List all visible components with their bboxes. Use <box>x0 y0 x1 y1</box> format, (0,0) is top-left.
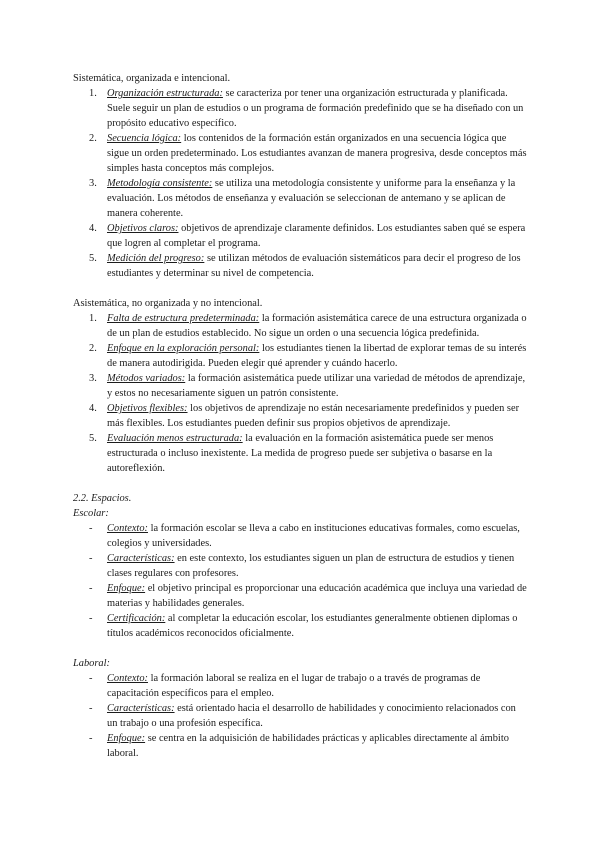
list-item <box>73 176 528 221</box>
dash-bullet: - <box>89 553 93 564</box>
item-term: Contexto: <box>107 673 148 684</box>
item-term: Enfoque en la exploración personal: <box>107 343 260 354</box>
list-item <box>73 671 528 701</box>
list-escolar <box>73 521 528 641</box>
spacer <box>73 476 528 491</box>
item-term: Medición del progreso: <box>107 253 205 264</box>
list-item <box>73 341 528 371</box>
list-item <box>73 401 528 431</box>
item-text: la formación laboral se realiza en el lugar de trabajo o a través de programas de capacitación específicos para el empleo. <box>107 673 481 699</box>
item-term: Organización estructurada: <box>107 88 223 99</box>
item-text: la formación asistemática puede utilizar una variedad de métodos de aprendizaje, y estos no necesariamente siguen un patrón consistente. <box>107 373 526 399</box>
item-term: Certificación: <box>107 613 166 624</box>
item-term: Enfoque: <box>107 583 146 594</box>
document-body <box>73 71 528 761</box>
item-text: al completar la educación escolar, los estudiantes generalmente obtienen diplomas o títulos académicos reconocidos oficialmente. <box>107 613 518 639</box>
spacer <box>73 281 528 296</box>
item-number: 5. <box>89 253 97 264</box>
spacer <box>73 641 528 656</box>
item-text: se centra en la adquisición de habilidades prácticas y aplicables directamente al ámbito laboral. <box>107 733 509 759</box>
item-number: 3. <box>89 178 97 189</box>
item-number: 3. <box>89 373 97 384</box>
item-term: Falta de estructura predeterminada: <box>107 313 260 324</box>
list-item <box>73 551 528 581</box>
item-term: Objetivos flexibles: <box>107 403 188 414</box>
section-title-asistematica: Asistemática, no organizada y no intencional. <box>73 298 263 309</box>
list-item <box>73 701 528 731</box>
item-text: la formación escolar se lleva a cabo en instituciones educativas formales, como escuelas, colegios y universidades. <box>107 523 520 549</box>
item-text: en este contexto, los estudiantes siguen un plan de estructura de estudios y tienen clases regulares con profesores. <box>107 553 515 579</box>
dash-bullet: - <box>89 673 93 684</box>
item-text: los estudiantes tienen la libertad de explorar temas de su interés de manera autodirigida. Pueden elegir qué aprender y cuándo hacerlo. <box>107 343 527 369</box>
list-item <box>73 581 528 611</box>
dash-bullet: - <box>89 703 93 714</box>
item-text: se caracteriza por tener una organización estructurada y planificada. Suele seguir un plan de estudios o un programa de formación predefinido que se ha diseñado con un propósito educativo específico. <box>107 88 524 129</box>
item-number: 2. <box>89 343 97 354</box>
list-item <box>73 431 528 476</box>
list-item <box>73 131 528 176</box>
item-term: Objetivos claros: <box>107 223 179 234</box>
item-term: Enfoque: <box>107 733 146 744</box>
section-heading-espacios: 2.2. Espacios. <box>73 493 132 504</box>
list-item <box>73 731 528 761</box>
item-text: se utiliza una metodología consistente y uniforme para la enseñanza y la evaluación. Los métodos de enseñanza y evaluación se seleccionan de antemano y se aplican de manera coherente. <box>107 178 516 219</box>
item-number: 1. <box>89 313 97 324</box>
subheading-laboral: Laboral: <box>73 658 110 669</box>
item-text: los objetivos de aprendizaje no están necesariamente predefinidos y pueden ser más flexibles. Los estudiantes pueden definir sus propios objetivos de aprendizaje. <box>107 403 520 429</box>
item-number: 2. <box>89 133 97 144</box>
section-title-sistematica: Sistemática, organizada e intencional. <box>73 73 231 84</box>
list-item <box>73 371 528 401</box>
list-item <box>73 611 528 641</box>
item-term: Secuencia lógica: <box>107 133 182 144</box>
item-term: Características: <box>107 553 175 564</box>
item-term: Contexto: <box>107 523 148 534</box>
list-sistematica <box>73 86 528 281</box>
subheading-escolar: Escolar: <box>73 508 109 519</box>
list-item <box>73 221 528 251</box>
item-number: 5. <box>89 433 97 444</box>
item-term: Metodología consistente: <box>107 178 213 189</box>
item-term: Características: <box>107 703 175 714</box>
item-text: los contenidos de la formación están organizados en una secuencia lógica que sigue un orden predeterminado. Los estudiantes avanzan de manera progresiva, desde conceptos más simples hasta conceptos más complejos. <box>107 133 527 174</box>
dash-bullet: - <box>89 523 93 534</box>
dash-bullet: - <box>89 583 93 594</box>
item-text: se utilizan métodos de evaluación sistemáticos para decir el progreso de los estudiantes y determinar su nivel de competencia. <box>107 253 521 279</box>
dash-bullet: - <box>89 613 93 624</box>
item-text: la evaluación en la formación asistemática puede ser menos estructurada o incluso inexistente. La medida de progreso puede ser subjetiva o basarse en la autoreflexión. <box>107 433 494 474</box>
list-item <box>73 311 528 341</box>
list-asistematica <box>73 311 528 476</box>
list-item <box>73 521 528 551</box>
item-number: 1. <box>89 88 97 99</box>
item-text: el objetivo principal es proporcionar una educación académica que incluya una variedad de materias y habilidades generales. <box>107 583 527 609</box>
item-number: 4. <box>89 403 97 414</box>
list-item <box>73 251 528 281</box>
item-term: Evaluación menos estructurada: <box>107 433 243 444</box>
item-number: 4. <box>89 223 97 234</box>
list-laboral <box>73 671 528 761</box>
item-text: está orientado hacia el desarrollo de habilidades y conocimiento relacionados con un trabajo o una profesión específica. <box>107 703 516 729</box>
item-text: la formación asistemática carece de una estructura organizada o de un plan de estudios establecido. No sigue un orden o una secuencia lógica predefinida. <box>107 313 527 339</box>
item-term: Métodos variados: <box>107 373 186 384</box>
list-item <box>73 86 528 131</box>
dash-bullet: - <box>89 733 93 744</box>
item-text: objetivos de aprendizaje claramente definidos. Los estudiantes saben qué se espera que logren al completar el programa. <box>107 223 526 249</box>
